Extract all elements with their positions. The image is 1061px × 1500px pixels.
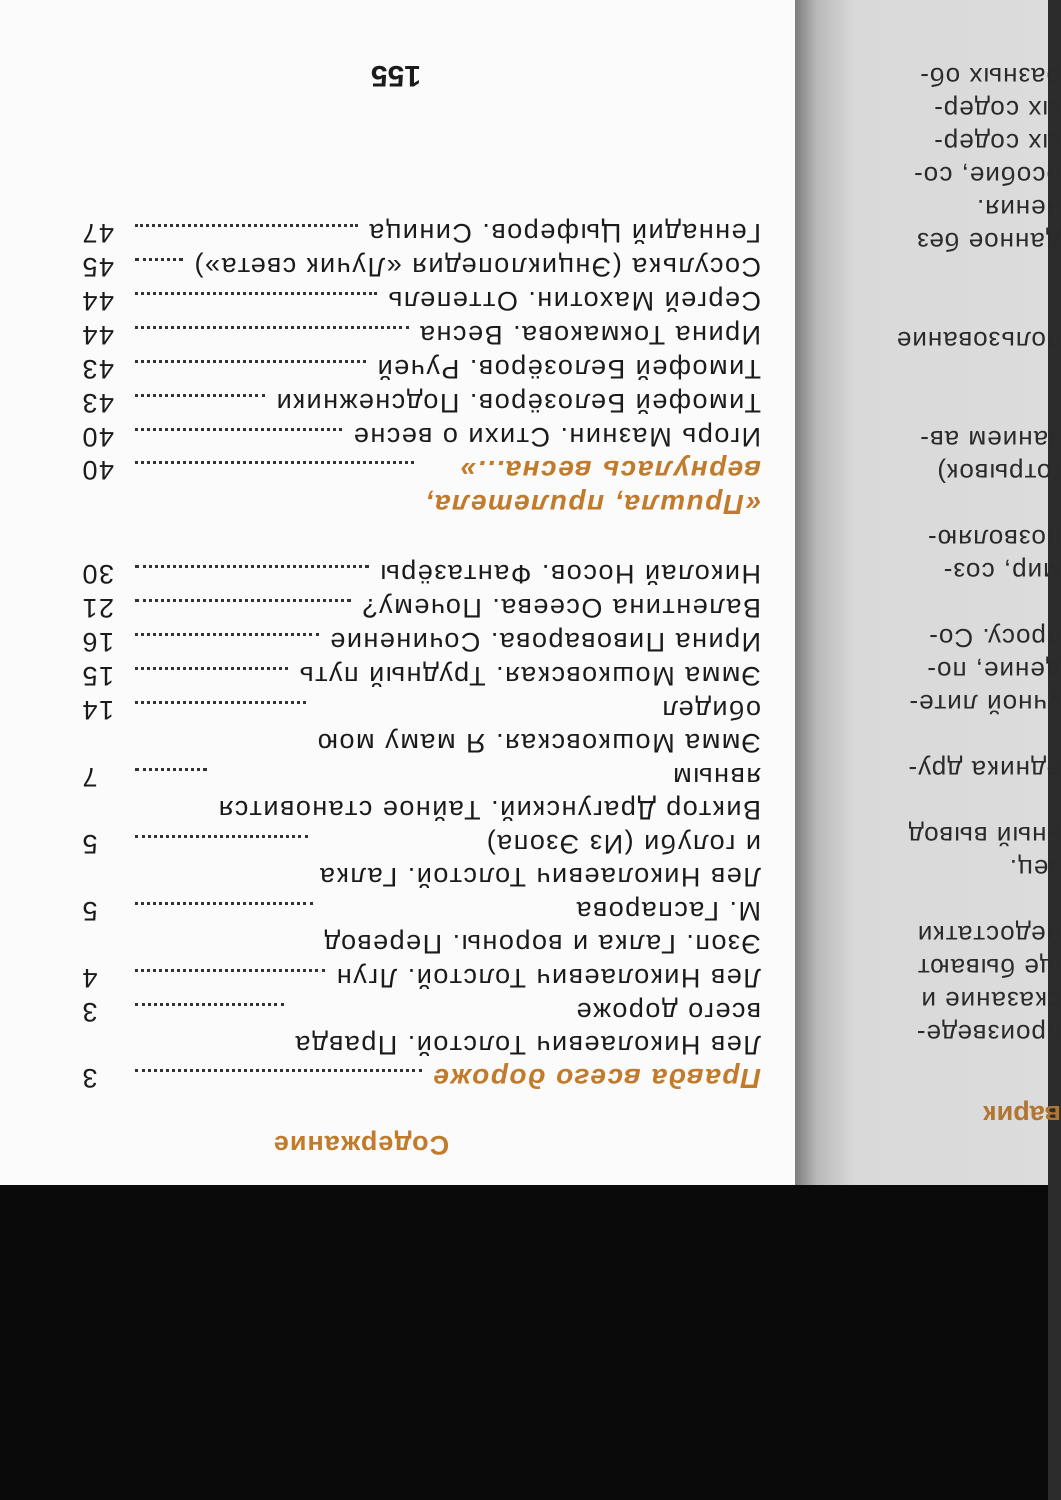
- section-page: 3: [81, 1063, 98, 1093]
- toc-entry-title: Эмма Мошковская. Трудный путь: [298, 661, 761, 691]
- toc-entry-page: 4: [81, 963, 98, 993]
- page-number: 155: [370, 59, 421, 92]
- toc-entry[interactable]: [81, 420, 761, 453]
- toc-entry-page: 16: [81, 627, 115, 657]
- facing-page-line: ых содер-: [933, 95, 1061, 125]
- facing-page-line: [795, 489, 1061, 522]
- toc-entry-page: 3: [81, 997, 98, 1027]
- section-title: «Пришла, прилетела, вернулась весна...»: [423, 455, 761, 520]
- facing-page-line: просу. Со-: [928, 623, 1061, 653]
- facing-page-line: [795, 786, 1061, 819]
- toc-entry-page: 5: [81, 829, 98, 859]
- toc-entry-page: 21: [81, 593, 115, 623]
- toc-entry[interactable]: [81, 760, 761, 826]
- dot-leader: [135, 360, 366, 363]
- toc-entry-page: 15: [81, 661, 115, 691]
- dot-leader: [135, 667, 288, 670]
- toc-entry-page: 43: [81, 388, 115, 418]
- toc-entry-title: Геннадий Цыферов. Синица: [367, 218, 761, 248]
- facing-page-line: дение, по-: [926, 656, 1061, 686]
- facing-page-line: зец.: [1008, 854, 1061, 884]
- facing-page-line: разных об-: [919, 62, 1061, 92]
- toc-entry-title: Виктор Драгунский. Тайное становится явным: [217, 762, 761, 825]
- toc-entry-page: 43: [81, 354, 115, 384]
- dot-leader: [135, 599, 351, 602]
- table-of-contents: [81, 210, 761, 1160]
- toc-entry-title: Сергей Махотин. Оттепель: [386, 286, 761, 316]
- facing-page-line: (отрывок): [936, 458, 1061, 488]
- facing-page-line: [795, 390, 1061, 423]
- toc-entry-title: Лев Николаевич Толстой. Галка и голуби (Из Эзопа): [318, 829, 761, 892]
- toc-entry[interactable]: [81, 386, 761, 419]
- dot-leader: [135, 768, 207, 771]
- dot-leader: [135, 969, 325, 972]
- toc-entry[interactable]: [81, 995, 761, 1061]
- toc-entry-page: 30: [81, 559, 115, 589]
- toc-entry-title: Лев Николаевич Толстой. Правда всего дороже: [294, 997, 761, 1060]
- section-title: Правда всего дороже: [431, 1063, 761, 1094]
- toc-entry-title: Сосулька (Энциклопедия «Лучик света»): [193, 252, 761, 282]
- toc-entry-title: Ирина Пивоварова. Сочинение: [328, 627, 761, 657]
- facing-page-line: [795, 291, 1061, 324]
- toc-section: [81, 216, 761, 521]
- facing-page-text: [795, 60, 1061, 1050]
- toc-entry-page: 44: [81, 286, 115, 316]
- facing-page-line: ще бывают: [916, 953, 1061, 983]
- toc-entry-title: Эзоп. Галка и вороны. Перевод М. Гаспарова: [322, 896, 761, 959]
- dot-leader: [135, 1069, 422, 1072]
- toc-entry[interactable]: [81, 284, 761, 317]
- toc-entry[interactable]: [81, 318, 761, 351]
- facing-page-line: позволяю-: [927, 524, 1061, 554]
- dot-leader: [135, 224, 358, 227]
- section-page: 40: [81, 455, 115, 485]
- toc-entry[interactable]: [81, 894, 761, 960]
- toc-entry[interactable]: [81, 591, 761, 624]
- toc-entry-title: Ирина Токмакова. Весна: [418, 320, 761, 350]
- facing-page-line: [795, 588, 1061, 621]
- toc-entry-page: 14: [81, 695, 115, 725]
- toc-section-heading[interactable]: [81, 453, 761, 521]
- facing-page-line: мир, соз-: [942, 557, 1061, 587]
- facing-page-line: данное без: [916, 227, 1061, 257]
- toc-entry-title: Тимофей Белозёров. Подснежники: [275, 388, 761, 418]
- toc-entry[interactable]: [81, 216, 761, 249]
- dot-leader: [135, 258, 183, 261]
- facing-page-line: едника дру-: [907, 755, 1061, 785]
- toc-entry[interactable]: [81, 352, 761, 385]
- facing-page-line: [795, 357, 1061, 390]
- facing-page-line: ых содер-: [933, 128, 1061, 158]
- facing-page-line: учной лите-: [908, 689, 1061, 719]
- toc-entry-title: Николай Носов. Фантазёры: [378, 559, 761, 589]
- toc-entry-title: Игорь Мазнин. Стихи о весне: [352, 422, 761, 452]
- dot-leader: [135, 326, 409, 329]
- toc-entry-page: 40: [81, 422, 115, 452]
- dot-leader: [135, 428, 342, 431]
- dot-leader: [135, 565, 369, 568]
- toc-entry-page: 7: [81, 762, 98, 792]
- facing-page-title: варик: [983, 1100, 1061, 1130]
- dot-leader: [135, 292, 377, 295]
- dot-leader: [135, 835, 308, 838]
- facing-page-line: [795, 720, 1061, 753]
- toc-entry[interactable]: [81, 557, 761, 590]
- facing-page-line: ьный вывод: [907, 821, 1061, 851]
- facing-page-line: нения.: [975, 194, 1061, 224]
- dot-leader: [135, 1003, 284, 1006]
- toc-entry[interactable]: [81, 827, 761, 893]
- toc-entry-page: 47: [81, 218, 115, 248]
- dot-leader: [135, 633, 319, 636]
- facing-page-line: недостатки: [916, 920, 1061, 950]
- toc-entry-page: 45: [81, 252, 115, 282]
- facing-page-line: занием ав-: [919, 425, 1061, 455]
- dot-leader: [135, 461, 414, 464]
- toc-entry-title: Лев Николаевич Толстой. Лгун: [335, 963, 761, 993]
- toc-entry-title: Эмма Мошковская. Я маму мою обидел: [316, 695, 761, 758]
- dot-leader: [135, 394, 265, 397]
- facing-page-line: сказание и: [920, 986, 1061, 1016]
- toc-title: Содержание: [272, 1130, 450, 1160]
- dot-leader: [135, 902, 313, 905]
- toc-section-heading[interactable]: [81, 1061, 761, 1095]
- dot-leader: [135, 701, 306, 704]
- facing-page-line: [795, 885, 1061, 918]
- toc-sections: [81, 216, 761, 1095]
- toc-entry-title: Тимофей Белозёров. Ручей: [376, 354, 761, 384]
- toc-entry[interactable]: [81, 693, 761, 759]
- facing-page-line: особие, со-: [913, 161, 1061, 191]
- toc-entry-page: 44: [81, 320, 115, 350]
- toc-entry[interactable]: [81, 961, 761, 994]
- facing-page-line: пользование: [895, 326, 1061, 356]
- facing-page-line: произведе-: [915, 1019, 1061, 1049]
- facing-page-line: [795, 258, 1061, 291]
- toc-entry-title: Валентина Осеева. Почему?: [361, 593, 761, 623]
- toc-entry[interactable]: [81, 625, 761, 658]
- toc-entry[interactable]: [81, 659, 761, 692]
- toc-section: [81, 557, 761, 1095]
- toc-entry[interactable]: [81, 250, 761, 283]
- toc-entry-page: 5: [81, 896, 98, 926]
